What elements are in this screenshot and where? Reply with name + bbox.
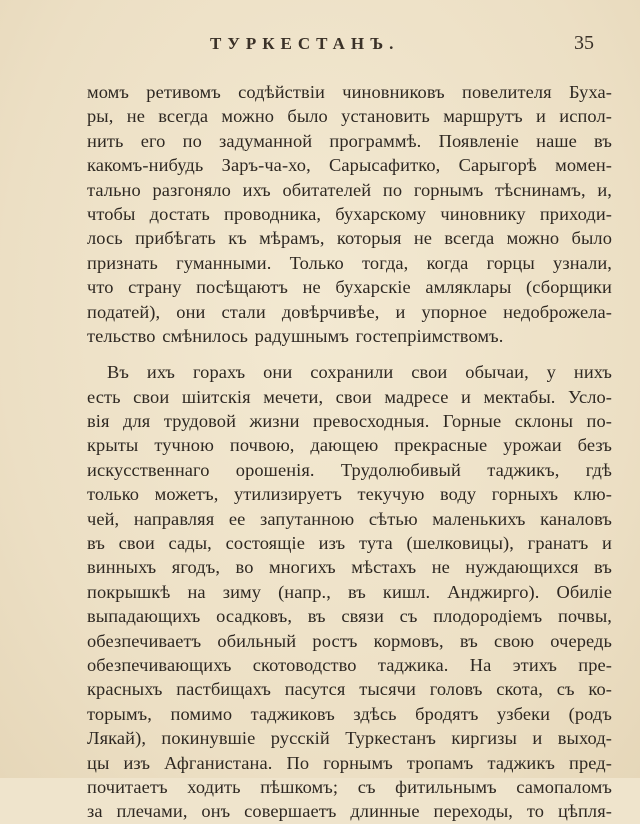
text-line-indented [107, 360, 612, 384]
text-line: торымъ, помимо таджиковъ здѣсь бродятъ узбеки (родъ [87, 703, 612, 724]
text-line: тально разгоняло ихъ обитателей по горнымъ тѣснинамъ, и, [87, 179, 612, 200]
running-head [0, 30, 640, 60]
text-line: ры, не всегда можно было установить маршрутъ и испол- [87, 106, 612, 127]
running-title: ТУРКЕСТАНЪ. [210, 34, 400, 53]
text-line: Лякай), покинувшіе русскій Туркестанъ киргизы и выход- [87, 728, 612, 749]
text-line: чтобы достать проводника, бухарскому чиновнику приходи- [87, 203, 612, 224]
text-line: въ свои сады, состоящіе изъ тута (шелковицы), гранатъ и [87, 533, 612, 554]
text-line: искусственнаго орошенія. Трудолюбивый таджикъ, гдѣ [87, 459, 612, 480]
body-text [87, 80, 612, 824]
text-line: что страну посѣщаютъ не бухарскіе амляклары (сборщики [87, 277, 612, 298]
text-line: цы изъ Афганистана. По горнымъ тропамъ таджикъ пред- [87, 752, 612, 773]
text-line: покрышкѣ на зиму (напр., въ кишл. Анджирго). Обиліе [87, 581, 612, 602]
paragraph-2 [87, 360, 612, 823]
text-line: признать гуманными. Только тогда, когда горцы узнали, [87, 252, 612, 273]
text-line: лось прибѣгать къ мѣрамъ, которыя не всегда можно было [87, 228, 612, 249]
text-line: момъ ретивомъ содѣйствіи чиновниковъ повелителя Буха- [87, 82, 612, 102]
text-line: крыты тучною почвою, дающею прекрасные урожаи безъ [87, 435, 612, 456]
text-line: почитаетъ ходить пѣшкомъ; съ фитильнымъ самопаломъ [87, 776, 612, 797]
text-line: обезпечиваетъ обильный ростъ кормовъ, въ свою очередь [87, 630, 612, 651]
text-line: обезпечивающихъ скотоводство таджика. На этихъ пре- [87, 654, 612, 675]
text-line: вія для трудовой жизни превосходныя. Горные склоны по- [87, 411, 612, 432]
text-line: за плечами, онъ совершаетъ длинные переходы, то цѣпля- [87, 801, 612, 822]
text-line-content: Въ ихъ горахъ они сохранили свои обычаи, у нихъ [107, 362, 612, 383]
text-line: какомъ-нибудь Заръ-ча-хо, Сарысафитко, Сарыгорѣ момен- [87, 155, 612, 176]
paragraph-1 [87, 80, 612, 348]
page-number: 35 [574, 32, 594, 54]
text-line: есть свои шіитскія мечети, свои мадресе и мектабы. Усло- [87, 386, 612, 407]
text-line: податей), они стали довѣрчивѣе, и упорное недоброжела- [87, 301, 612, 322]
text-line: винныхъ ягодъ, во многихъ мѣстахъ не нуждающихся въ [87, 557, 612, 578]
text-line: красныхъ пастбищахъ пасутся тысячи головъ скота, съ ко- [87, 679, 612, 700]
text-line: тельство смѣнилось радушнымъ гостепріимствомъ. [87, 325, 504, 346]
text-line: только можетъ, утилизируетъ текучую воду горныхъ клю- [87, 484, 612, 505]
text-line: выпадающихъ осадковъ, въ связи съ плодородіемъ почвы, [87, 606, 612, 627]
text-line: чей, направляя ее запутанною сѣтью маленькихъ каналовъ [87, 508, 612, 529]
paragraph-gap [87, 348, 612, 360]
text-line: нить его по задуманной программѣ. Появленіе наше въ [87, 130, 612, 151]
